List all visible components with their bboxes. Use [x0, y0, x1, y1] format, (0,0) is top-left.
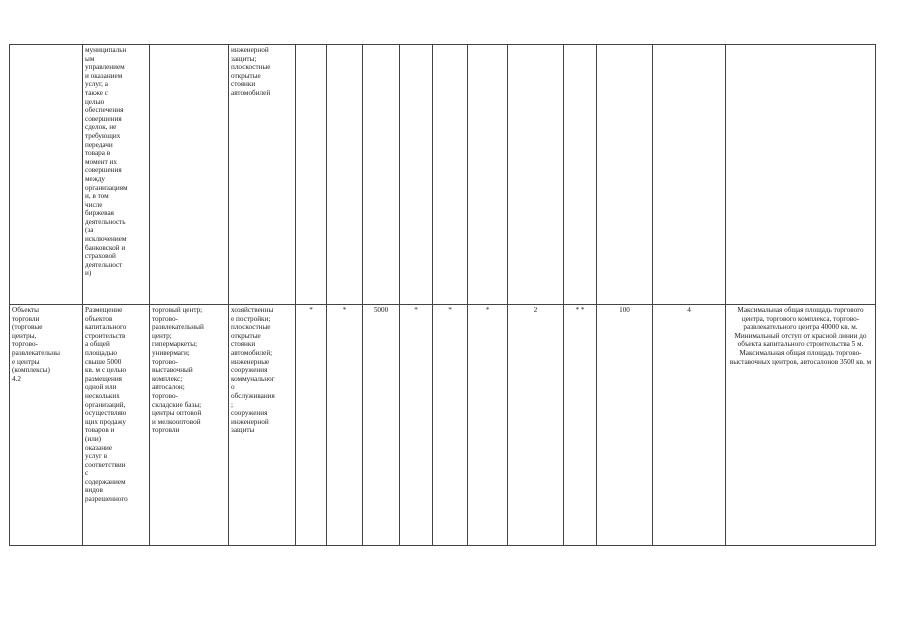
use-description-cell: муниципальн ым управлением и оказанием услуг, а также с целью обеспечения совершения сделок, не требующих передачи товара в момент их совершения между организациям и, в том числе биржевая деятельность (за исключением банковской и страховой деятельност и) — [83, 45, 150, 305]
param-cell: * — [400, 305, 433, 546]
param-cell — [653, 45, 726, 305]
param-cell: 2 — [508, 305, 564, 546]
table-row — [10, 305, 876, 546]
param-cell — [296, 45, 327, 305]
param-cell — [508, 45, 564, 305]
auxiliary-objects-cell: инженерной защиты; плоскостные открытые стоянки автомобилей — [229, 45, 296, 305]
param-cell — [468, 45, 508, 305]
param-cell: * * — [564, 305, 597, 546]
param-cell — [597, 45, 653, 305]
note-line: Минимальный отступ от красной линии до объекта капитального строительства 5 м. — [734, 331, 867, 349]
note-line: Максимальная общая площадь торгово-выставочных центров, автосалонов 3500 кв. м — [729, 348, 872, 366]
param-cell: 5000 — [363, 305, 400, 546]
note-line: Максимальная общая площадь торгового центра, торгового комплекса, торгово-развлекательного центра 40000 кв. м. — [737, 306, 864, 332]
param-cell: * — [327, 305, 363, 546]
zoning-regulations-table — [9, 44, 876, 546]
param-cell: 100 — [597, 305, 653, 546]
main-objects-cell: торговый центр; торгово- развлекательный центр; гипермаркеты; универмаги; торгово- выставочный комплекс; автосалон; торгово- складские базы; центры оптовой и мелкооптовой торговли — [150, 305, 229, 546]
param-cell — [433, 45, 468, 305]
use-type-cell: Объекты торговли (торговые центры, торгово- развлекательны е центры (комплексы) 4.2 — [10, 305, 83, 546]
notes-cell — [726, 45, 876, 305]
use-type-cell — [10, 45, 83, 305]
param-cell — [327, 45, 363, 305]
use-description-cell: Размещение объектов капитального строительств а общей площадью свыше 5000 кв. м с целью размещения одной или нескольких организаций, осуществляю щих продажу товаров и (или) оказание услуг в соответствии с содержанием видов разрешенного — [83, 305, 150, 546]
param-cell: * — [468, 305, 508, 546]
param-cell: * — [433, 305, 468, 546]
main-objects-cell — [150, 45, 229, 305]
param-cell: * — [296, 305, 327, 546]
auxiliary-objects-cell: хозяйственны е постройки; плоскостные открытые стоянки автомобилей; инженерные сооружения коммунальног о обслуживания ; сооружения инженерной защиты — [229, 305, 296, 546]
param-cell — [564, 45, 597, 305]
table-row — [10, 45, 876, 305]
param-cell — [363, 45, 400, 305]
notes-cell — [726, 305, 876, 546]
param-cell — [400, 45, 433, 305]
param-cell: 4 — [653, 305, 726, 546]
